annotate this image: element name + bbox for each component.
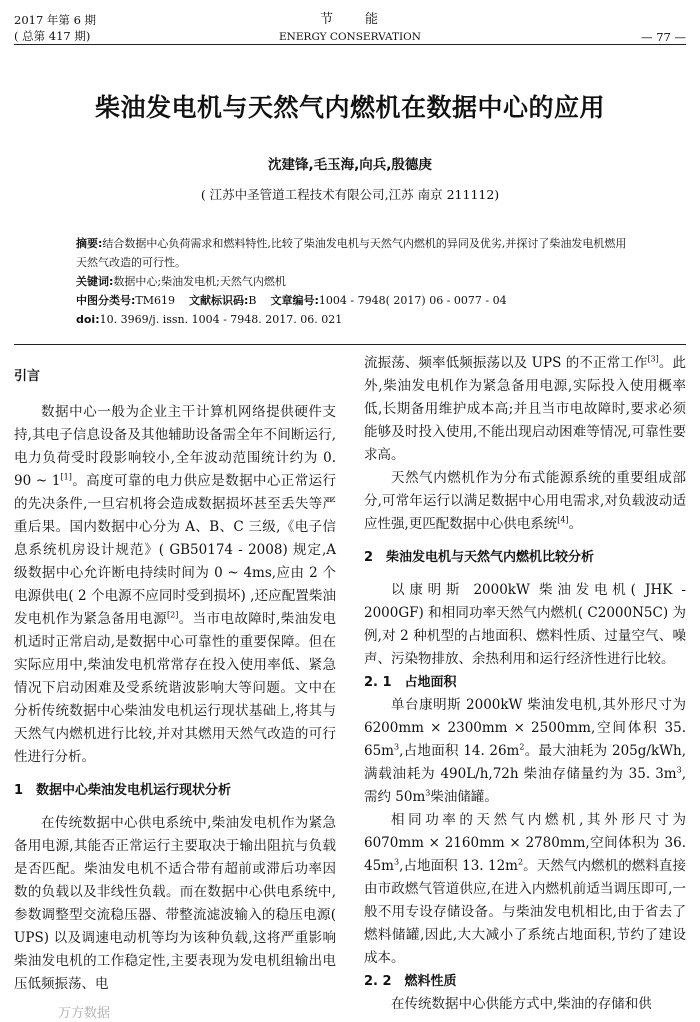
clc-value: TM619 [135, 294, 176, 307]
section-1-heading: 1 数据中心柴油发电机运行现状分析 [14, 783, 232, 798]
gas-area-text: ,占地面积 13. 12m [399, 858, 518, 874]
journal-total-issue: ( 总第 417 期) [14, 29, 91, 43]
keywords-text: 数据中心;柴油发电机;天然气内燃机 [113, 275, 286, 288]
diesel-size-text: 单台康明斯 2000kW 柴油发电机,其外形尺寸为 6200mm × 2300mm × 2500mm,空间体积 35. 65m [364, 697, 686, 759]
journal-issue: 2017 年第 6 期 [14, 13, 97, 27]
abstract-rule [14, 344, 686, 345]
doc-code-value: B [248, 294, 257, 307]
diesel-area-text: ,占地面积 14. 26m [399, 743, 520, 759]
watermark: 万方数据 [58, 1006, 111, 1021]
citation-3[interactable]: [3] [647, 354, 659, 364]
header-rule [14, 44, 686, 45]
continued-text-b: 。此外,柴油发电机作为紧急备用电源,实际投入使用概率低,长期备用维护成本高;并且当市电故障时,要求必须能够及时投入使用,不能出现启动困难等情况,可靠性要求高。 [364, 355, 686, 463]
subsection-2-2-paragraph: 在传统数据中心供能方式中,柴油的存储和供 [391, 996, 652, 1012]
gas-size-text: 相同功率的天然气内燃机,其外形尺寸为 6070mm × 2160mm × 2780mm,空间体积为 36. 45m [364, 812, 686, 874]
subsection-2-2-heading: 2. 2 燃料性质 [364, 974, 457, 989]
citation-2[interactable]: [2] [166, 610, 179, 620]
keywords [76, 272, 632, 291]
article-no-label: 文章编号: [270, 294, 319, 307]
continued-text-a: 流振荡、频率低频振荡以及 UPS 的不正常工作 [364, 355, 648, 371]
subsection-2-1-paragraph-2 [364, 809, 686, 970]
diesel-tank-end-text: 柴油储罐。 [430, 789, 498, 805]
abstract-block [76, 234, 632, 329]
abstract-text: 结合数据中心负荷需求和燃料特性,比较了柴油发电机与天然气内燃机的异同及优劣,并探讨了柴油发电机燃用天然气改造的可行性。 [76, 237, 627, 269]
affiliation: ( 江苏中圣管道工程技术有限公司,江苏 南京 211112) [200, 187, 500, 202]
abstract-label: 摘要: [76, 237, 103, 250]
journal-name-en: ENERGY CONSERVATION [279, 31, 421, 43]
doi-value: 10. 3969/j. issn. 1004 - 7948. 2017. 06. 021 [99, 313, 343, 326]
doc-code-label: 文献标识码: [189, 294, 249, 307]
author-list: 沈建锋,毛玉海,向兵,殷德庚 [268, 157, 432, 173]
gas-supply-text: 。天然气内燃机的燃料直接由市政燃气管道供应,在进入内燃机前适当调压即可,一般不用专设存储设备。与柴油发电机相比,由于省去了燃料储罐,因此,大大减小了系统占地面积,节约了建设成本。 [364, 858, 687, 966]
intro-paragraph [14, 401, 336, 769]
clc-label: 中图分类号: [76, 294, 136, 307]
intro-text-a: 数据中心一般为企业主干计算机网络提供硬件支持,其电子信息设备及其他辅助设备需全年不间断运行,电力负荷受时段影响较小,全年波动范围统计约为 0. 90 ~ 1 [14, 404, 336, 489]
section-2-heading: 2 柴油发电机与天然气内燃机比较分析 [364, 550, 595, 565]
superscript-cubic: 3 [393, 742, 400, 752]
superscript-square: 2 [517, 857, 524, 867]
paper-title: 柴油发电机与天然气内燃机在数据中心的应用 [94, 93, 605, 122]
superscript-cubic: 3 [425, 788, 431, 798]
right-column [364, 352, 686, 1016]
superscript-square: 2 [519, 742, 525, 752]
gas-engine-paragraph [364, 467, 686, 536]
superscript-cubic: 3 [676, 765, 682, 775]
article-no-value: 1004 - 7948( 2017) 06 - 0077 - 04 [318, 294, 507, 307]
superscript-cubic: 3 [393, 857, 400, 867]
citation-1[interactable]: [1] [60, 472, 72, 482]
section-2-paragraph: 以康明斯 2000kW 柴油发电机( JHK - 2000GF) 和相同功率天然气内燃机( C2000N5C) 为例,对 2 种机型的占地面积、燃料性质、过量空气、噪声、污染物排放、余热利用和运行经济性进行比较。 [364, 582, 686, 667]
gas-text-a: 天然气内燃机作为分布式能源系统的重要组成部分,可常年运行以满足数据中心用电需求,对负载波动适应性强,更匹配数据中心供电系统 [364, 470, 686, 532]
diesel-tank-text: ,需约 50m [364, 766, 686, 805]
citation-4[interactable]: [4] [557, 515, 569, 525]
diesel-fuel-text: 。最大油耗为 205g/kWh,满载油耗为 490L/h,72h 柴油存储量约为 35. 3m [364, 743, 687, 782]
intro-heading: 引言 [14, 369, 41, 384]
intro-text-c: 。当市电故障时,柴油发电机适时正常启动,是数据中心可靠性的重要保障。但在实际应用中,柴油发电机常常存在投入使用率低、紧急情况下启动困难及受系统谐波影响大等问题。文中在分析传统数据中心柴油发电机运行现状基础上,将其与天然气内燃机进行比较,并对其燃用天然气改造的可行性进行分析。 [14, 611, 337, 765]
continued-paragraph [364, 352, 686, 467]
classification-line [76, 291, 632, 310]
subsection-2-1-heading: 2. 1 占地面积 [364, 675, 457, 690]
abstract [76, 234, 632, 272]
left-column [14, 352, 336, 996]
doi-label: doi: [76, 313, 100, 326]
doi-line [76, 310, 632, 329]
page-number: — 77 — [641, 30, 686, 44]
intro-text-b: 。高度可靠的电力供应是数据中心正常运行的先决条件,一旦宕机将会造成数据损坏甚至丢失等严重后果。国内数据中心分为 A、B、C 三级,《电子信息系统机房设计规范》( GB50174 - 2008) 规定,A 级数据中心允许断电持续时间为 0 ~ 4ms,应由 2 个电源供电( 2 个电源不应同时受到损坏) ,还应配置柴油发电机作为紧急备用电源 [14, 473, 337, 627]
keywords-label: 关键词: [76, 275, 114, 288]
journal-name-cn: 节 能 [319, 12, 380, 27]
gas-text-b: 。 [568, 516, 583, 532]
subsection-2-1-paragraph-1 [364, 694, 686, 809]
section-1-paragraph: 在传统数据中心供电系统中,柴油发电机作为紧急备用电源,其能否正常运行主要取决于输出阻抗与负载是否匹配。柴油发电机不适合带有超前或滞后功率因数的负载以及非线性负载。而在数据中心供电系统中,参数调整型交流稳压器、带整流滤波输入的稳压电源( UPS) 以及调速电动机等均为该种负载,这将严重影响柴油发电机的工作稳定性,主要表现为发电机组输出电压低频振荡、电 [14, 815, 336, 992]
